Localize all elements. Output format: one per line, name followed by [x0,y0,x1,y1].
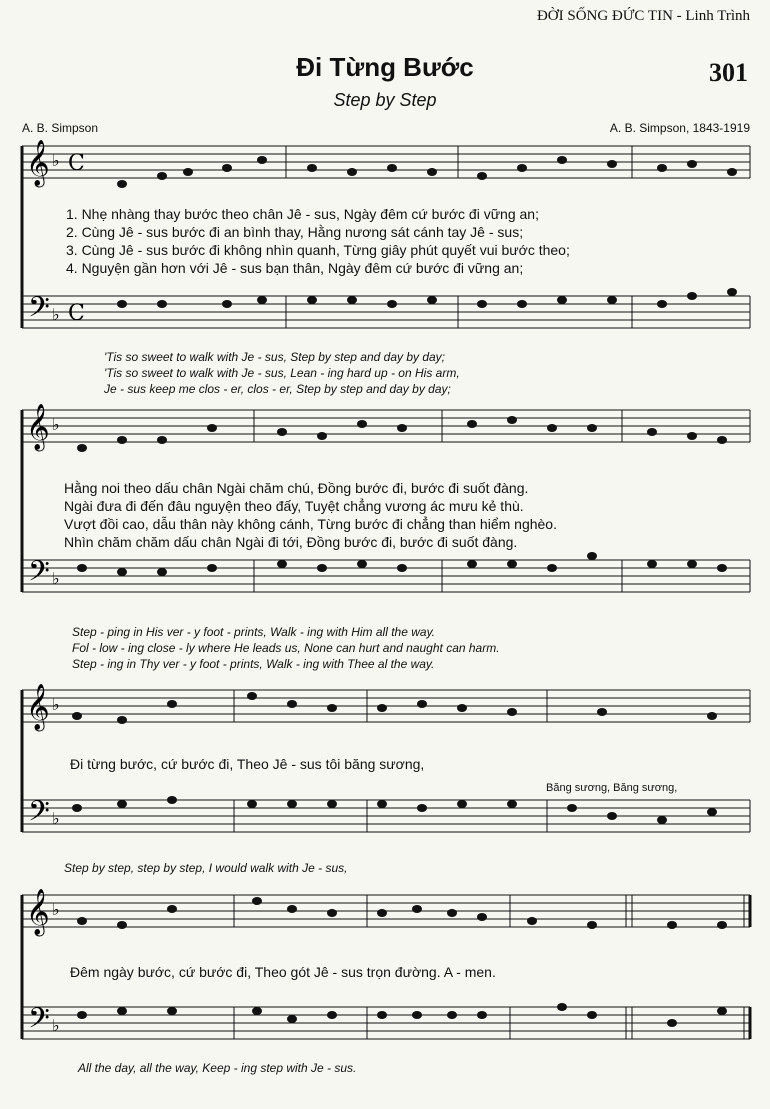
flat-icon: ♭ [52,305,60,324]
verse-line: Hằng noi theo dấu chân Ngài chăm chú, Đồng bước đi, bước đi suốt đàng. [64,480,529,496]
english-line: Je - sus keep me clos - er, clos - er, Step by step and day by day; [104,382,451,396]
verse-line: 1. Nhẹ nhàng thay bước theo chân Jê - sus, Ngày đêm cứ bước đi vững an; [66,206,539,222]
treble-clef-icon: 𝄞 [26,684,50,730]
flat-icon: ♭ [52,1016,60,1035]
flat-icon: ♭ [52,415,60,434]
treble-staff [22,146,750,178]
bass-staff [22,296,750,328]
hymn-subtitle: Step by Step [333,90,437,110]
bass-clef-icon: 𝄢 [28,555,50,595]
notes [77,416,727,576]
verse-line: Vượt đồi cao, dẫu thân này không cánh, Từng bước đi chẳng than hiểm nghèo. [64,516,557,532]
verse-line: Đi từng bước, cứ bước đi, Theo Jê - sus tôi băng sương, [70,756,425,772]
flat-icon: ♭ [52,695,60,714]
verse-line: 4. Nguyện gần hơn với Jê - sus bạn thân, Ngày đêm cứ bước đi vững an; [66,260,524,276]
flat-icon: ♭ [52,900,60,919]
common-time-icon: C [68,151,85,176]
english-line: Step - ping in His ver - y foot - prints, Walk - ing with Him all the way. [72,625,436,639]
bass-staff [22,560,750,592]
treble-clef-icon: 𝄞 [26,889,50,935]
bass-clef-icon: 𝄢 [28,795,50,835]
treble-clef-icon: 𝄞 [26,140,50,186]
hymn-title: Đi Từng Bước [296,52,474,82]
hymn-number: 301 [709,58,748,87]
alt-lyric-line: Băng sương, Băng sương, [546,782,678,794]
verse-line: Ngài đưa đi đến đâu nguyện theo đấy, Tuyệt chẳng vương ác mưu kẻ thù. [64,498,524,514]
treble-staff [22,410,750,442]
bass-clef-icon: 𝄢 [28,291,50,331]
collection-header: ĐỜI SỐNG ĐỨC TIN - Linh Trình [536,8,750,24]
english-line: Fol - low - ing close - ly where He leads us, None can hurt and naught can harm. [72,641,500,655]
flat-icon: ♭ [52,569,60,588]
flat-icon: ♭ [52,151,60,170]
english-line: All the day, all the way, Keep - ing step with Je - sus. [78,1061,357,1075]
bass-staff [22,1007,750,1039]
english-line: Step by step, step by step, I would walk with Je - sus, [64,861,348,875]
flat-icon: ♭ [52,809,60,828]
treble-clef-icon: 𝄞 [26,404,50,450]
bass-clef-icon: 𝄢 [28,1002,50,1042]
english-line: 'Tis so sweet to walk with Je - sus, Lean - ing hard up - on His arm, [104,366,460,380]
verse-line: 3. Cùng Jê - sus bước đi không nhìn quanh, Từng giây phút quyết vui bước theo; [66,242,570,258]
verse-line: 2. Cùng Jê - sus bước đi an bình thay, Hằng nương sát cánh tay Jê - sus; [66,224,524,240]
lyricist-credit: A. B. Simpson [22,121,99,135]
verse-line: Đêm ngày bước, cứ bước đi, Theo gót Jê - sus trọn đường. A - men. [70,964,496,980]
common-time-icon: C [68,301,85,326]
verse-line: Nhìn chăm chăm dấu chân Ngài đi tới, Đồng bước đi, bước đi suốt đàng. [64,534,518,550]
composer-credit: A. B. Simpson, 1843-1919 [609,121,750,135]
english-line: 'Tis so sweet to walk with Je - sus, Step by step and day by day; [104,350,446,364]
english-line: Step - ing in Thy ver - y foot - prints, Walk - ing with Thee al the way. [72,657,435,671]
